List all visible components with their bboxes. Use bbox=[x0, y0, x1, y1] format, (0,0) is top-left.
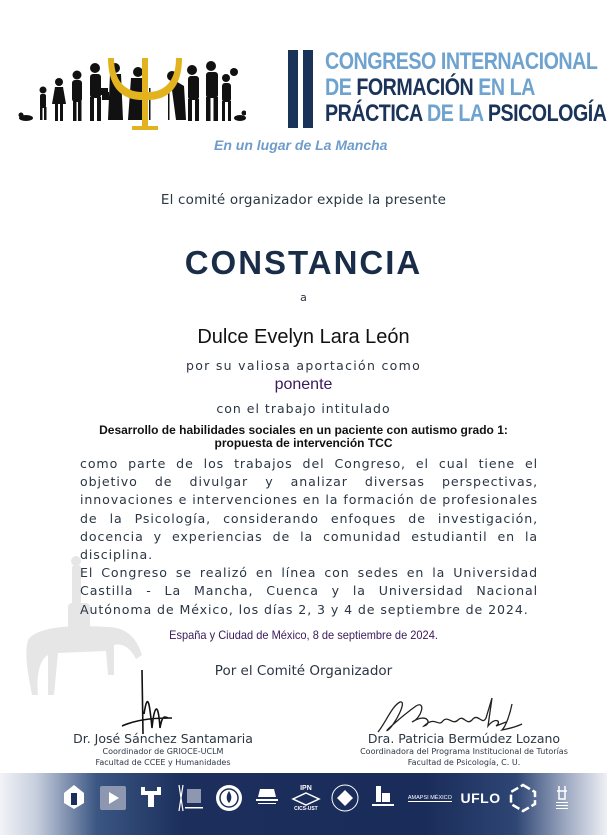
signed-by-label: Por el Comité Organizador bbox=[214, 663, 393, 679]
circle-seal-logo-icon bbox=[213, 782, 245, 814]
uflo-logo-icon bbox=[461, 782, 501, 814]
signatory-affiliation: Facultad de CCEE y Humanidades bbox=[95, 758, 231, 767]
title-bars-icon bbox=[288, 50, 316, 128]
title-fragment: DE bbox=[325, 74, 357, 101]
signatory-role: Coordinador de GRIOCE-UCLM bbox=[102, 747, 224, 756]
facultad-psicologia-logo-icon bbox=[135, 782, 167, 814]
title-fragment: FORMACIÓN bbox=[356, 74, 479, 101]
fes-logo-icon bbox=[174, 782, 206, 814]
amapsi-label: AMAPSI MÉXICO bbox=[407, 794, 452, 801]
unam-logo-icon bbox=[97, 782, 129, 814]
amapsi-logo-icon bbox=[406, 782, 454, 814]
title-fragment: CONGRESO INTERNACIONAL bbox=[325, 48, 598, 75]
signatory-right bbox=[334, 731, 594, 768]
ipn-label: IPN bbox=[300, 784, 312, 792]
uclm-logo-icon bbox=[58, 782, 90, 814]
participation-role: ponente bbox=[274, 376, 333, 393]
signatory-name: Dr. José Sánchez Santamaria bbox=[73, 731, 253, 746]
signatory-left bbox=[52, 731, 274, 768]
work-title bbox=[0, 424, 607, 450]
university-logo-icon bbox=[251, 782, 283, 814]
objective-paragraph: como parte de los trabajos del Congreso, el cual tiene el objetivo de divulgar y analizar diversas perspectivas, innovaciones e intervenciones en la formación de profesionales de la Psicología, considerando enfoques de investigación, docencia y experiencias de la comunidad estudiantil en la disciplina. bbox=[80, 456, 538, 563]
date-line: España y Ciudad de México, 8 de septiembre de 2024. bbox=[169, 628, 438, 642]
upn-logo-icon bbox=[367, 782, 399, 814]
institution-logos bbox=[58, 778, 578, 818]
signatory-role: Coordinadora del Programa Institucional de Tutorías bbox=[360, 747, 568, 756]
description-paragraph bbox=[80, 455, 538, 619]
work-intro: con el trabajo intitulado bbox=[216, 401, 391, 416]
congress-title-line-2 bbox=[325, 75, 546, 101]
uflo-label: UFLO bbox=[460, 790, 501, 806]
round-seal-logo-icon bbox=[329, 782, 361, 814]
title-fragment: PRÁCTICA bbox=[325, 100, 427, 127]
work-title-line-2: propuesta de intervención TCC bbox=[214, 436, 393, 450]
tagline: En un lugar de La Mancha bbox=[214, 137, 388, 153]
title-fragment: EN LA bbox=[478, 74, 535, 101]
congress-title-line-1 bbox=[325, 48, 598, 75]
hexagon-logo-icon bbox=[507, 782, 539, 814]
venue-paragraph: El Congreso se realizó en línea con sedes en la Universidad Castilla - La Mancha, Cuenca y la Universidad Nacional Autónoma de México, los días 2, 3 y 4 de septiembre de 2024. bbox=[80, 565, 538, 617]
cics-label: CICS-UST bbox=[294, 805, 318, 812]
title-fragment: PSICOLOGÍA bbox=[487, 100, 607, 127]
intro-text: El comité organizador expide la presente bbox=[160, 192, 447, 208]
certificate-heading: CONSTANCIA bbox=[184, 244, 423, 281]
signature-right-icon bbox=[372, 696, 532, 736]
congress-title bbox=[325, 48, 607, 127]
institutions-footer bbox=[0, 773, 607, 835]
psi-symbol-icon bbox=[100, 52, 190, 132]
work-title-line-1: Desarrollo de habilidades sociales en un paciente con autismo grado 1: bbox=[99, 423, 508, 437]
ipn-cics-logo-icon bbox=[290, 782, 322, 814]
contribution-intro: por su valiosa aportación como bbox=[185, 358, 422, 373]
title-fragment: DE LA bbox=[426, 100, 488, 127]
recipient-name: Dulce Evelyn Lara León bbox=[197, 326, 410, 348]
congress-title-line-3 bbox=[325, 100, 607, 127]
signatory-name: Dra. Patricia Bermúdez Lozano bbox=[367, 731, 561, 746]
signature-left-icon bbox=[120, 668, 190, 738]
emblem-logo-icon bbox=[546, 782, 578, 814]
to-text: a bbox=[300, 291, 307, 304]
signatory-affiliation: Facultad de Psicología, C. U. bbox=[407, 758, 521, 767]
